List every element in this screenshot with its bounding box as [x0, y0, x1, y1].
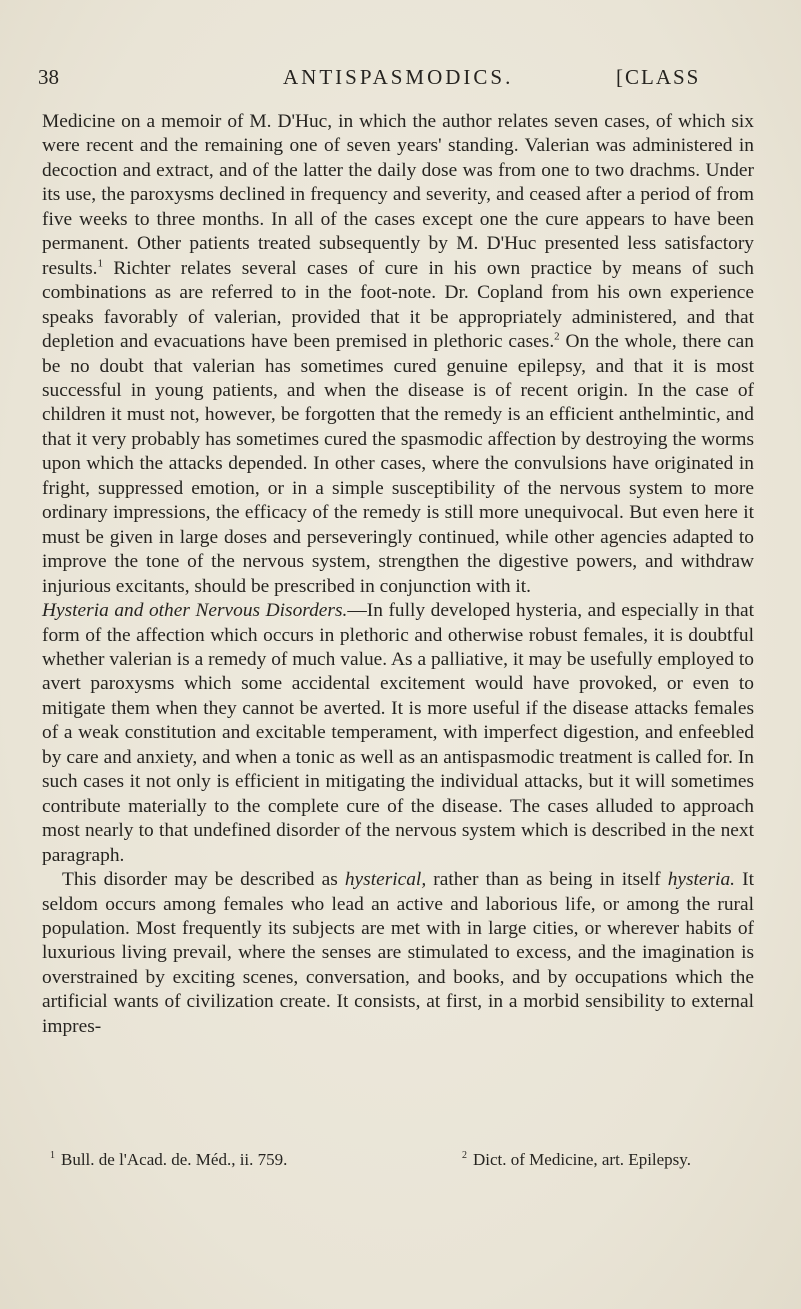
emphasis-text: hysterical,	[344, 869, 427, 891]
footnote-2	[462, 1148, 691, 1172]
page-number: 38	[38, 65, 59, 89]
footnote-1	[50, 1148, 287, 1172]
text-segment: —In fully developed hysteria, and especially in that form of the affection which occurs in plethoric and otherwise robust females, it is doubtful whether valerian is a remedy of much value. As a palliative, it may be usefully employed to avert paroxysms which some accidental excitement would have provoked, or even to mitigate them when they cannot be averted. It is more useful if the disease attacks females of a weak constitution and excitable temperament, with imperfect digestion, and enfeebled by care and anxiety, and when a tonic as well as an antispasmodic treatment is called for. In such cases it not only is efficient in mitigating the individual attacks, but it will sometimes contribute materially to the complete cure of the disease. The cases alluded to approach most nearly to that undefined disorder of the nervous system which is described in the next paragraph.	[42, 600, 755, 866]
text-segment: rather than as being in itself	[426, 869, 668, 891]
paragraph-valerian-epilepsy	[42, 110, 754, 599]
text-segment: This disorder may be described as	[62, 869, 345, 891]
body-text	[42, 110, 754, 1039]
footnote-marker: 2	[462, 1150, 467, 1162]
text-segment: Richter relates several cases of cure in his own practice by means of such combinations as are referred to in the foot-note. Dr. Copland from his own experience speaks favorably of valerian, provided that it be appropriately administered, and that depletion and evacuations have been premised in plethoric cases.	[42, 257, 754, 353]
section-heading: Hysteria and other Nervous Disorders.	[42, 600, 348, 622]
footnote-text: Dict. of Medicine, art. Epilepsy.	[473, 1150, 691, 1169]
footnote-text: Bull. de l'Acad. de. Méd., ii. 759.	[61, 1150, 288, 1169]
text-segment: On the whole, there can be no doubt that valerian has sometimes cured genuine epilepsy, and that it is most successful in young patients, and when the disease is of recent origin. In the case of children it must not, however, be forgotten that the remedy is an efficient anthelmintic, and that it very probably has sometimes cured the spasmodic affection by destroying the worms upon which the attacks depended. In other cases, where the convulsions have originated in fright, suppressed emotion, or in a simple susceptibility of the nervous system to more ordinary impressions, the efficacy of the remedy is still more unequivocal. But even here it must be given in large doses and perseveringly continued, while other agencies adapted to improve the tone of the nervous system, strengthen the digestive powers, and withdraw injurious excitants, should be prescribed in conjunction with it.	[42, 331, 754, 597]
paragraph-hysteria	[42, 599, 754, 868]
footnotes	[50, 1148, 756, 1172]
footnote-reference: 2	[554, 330, 560, 343]
text-segment: It seldom occurs among females who lead an active and laborious life, or among the rural population. Most frequently its subjects are met with in large cities, or wherever habits of luxurious living prevail, where the senses are stimulated to excess, and the imagination is overstrained by exciting scenes, conversation, and books, and by occupations which the artificial wants of civilization create. It consists, at first, in a morbid sensibility to external impres-	[42, 869, 754, 1037]
paragraph-hysterical-disorder	[42, 868, 754, 1039]
footnote-marker: 1	[50, 1150, 55, 1162]
section-label: [CLASS	[616, 65, 701, 89]
page-header	[38, 62, 758, 92]
footnote-reference: 1	[97, 257, 103, 270]
emphasis-text: hysteria.	[667, 869, 736, 891]
running-title: ANTISPASMODICS.	[283, 65, 514, 89]
text-segment: Medicine on a memoir of M. D'Huc, in which the author relates seven cases, of which six were recent and the remaining one of seven years' standing. Valerian was administered in decoction and extract, and of the latter the daily dose was from one to two drachms. Under its use, the paroxysms declined in frequency and severity, and ceased after a period of from five weeks to three months. In all of the cases except one the cure appears to have been permanent. Other patients treated subsequently by M. D'Huc presented less satisfactory results.	[42, 111, 754, 279]
